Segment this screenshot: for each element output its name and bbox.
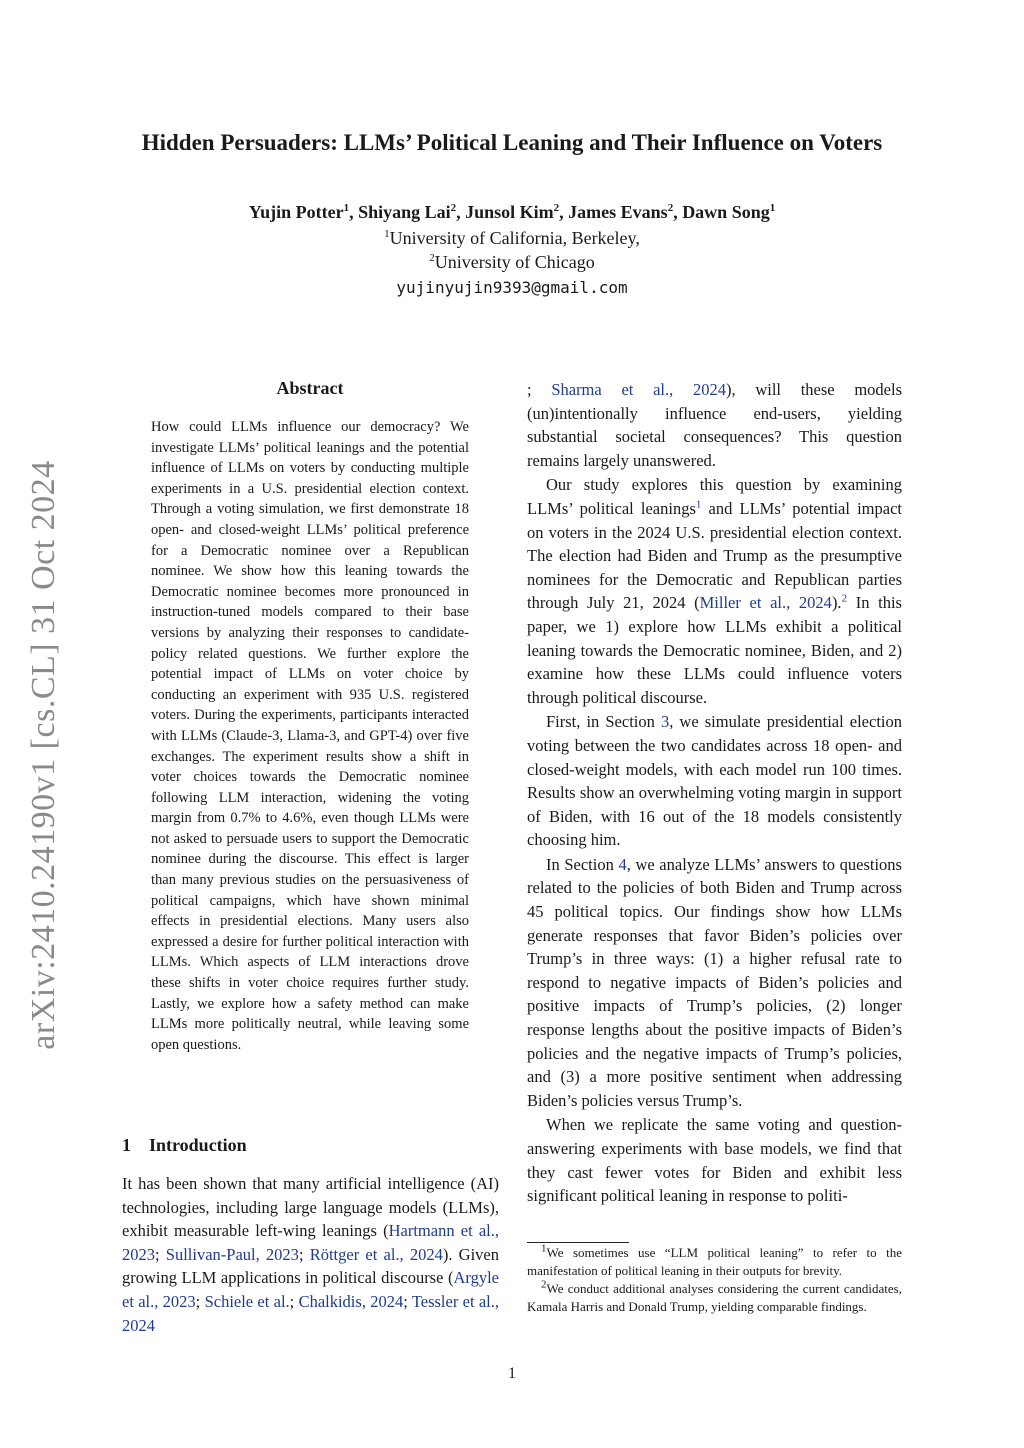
- citation-link[interactable]: Chalkidis, 2024: [298, 1291, 404, 1311]
- author-affiliation-mark: 2: [667, 202, 674, 214]
- author-name: , Shiyang Lai: [349, 202, 451, 222]
- author-name: , James Evans: [559, 202, 668, 222]
- citation-separator: ;: [527, 380, 552, 399]
- body-text: and LLMs’ potential impact on voters in the 2024 U.S. presidential election context. The election had Biden and Trump as the presumptive nominees for the Democratic and Republican parties through July 21, 2024 (: [527, 498, 902, 613]
- author-affiliation-mark: 2: [553, 202, 560, 214]
- citation-link[interactable]: Sullivan-Paul, 2023: [165, 1244, 299, 1264]
- section-reference-link[interactable]: 3: [660, 712, 670, 732]
- body-text: In this paper, we 1) explore how LLMs exhibit a political leaning towards the Democratic nominee, Biden, and 2) examine how these LLMs could influence voters through political discourse.: [527, 593, 902, 707]
- author-list: [0, 202, 1024, 223]
- citation-separator: ;: [195, 1291, 205, 1311]
- affiliation-mark: 2: [429, 252, 435, 264]
- body-text: , we simulate presidential election voting between the two candidates across 18 open- and closed-weight models, with each model run 100 times. Results show an overwhelming voting margin in support of Biden, with 16 out of the 18 models consistently choosing him.: [527, 712, 902, 850]
- author-name: , Dawn Song: [673, 202, 770, 222]
- abstract-heading: Abstract: [276, 378, 344, 398]
- introduction-paragraph-1-end: [527, 378, 902, 472]
- affiliation-chicago: [0, 252, 1024, 273]
- affiliation-mark: 1: [384, 228, 390, 240]
- footnote-mark[interactable]: 2: [841, 592, 848, 605]
- page-number: 1: [508, 1365, 516, 1382]
- introduction-paragraph-3: [527, 710, 902, 852]
- citation-link[interactable]: Tessler et al., 2024: [122, 1291, 499, 1335]
- paper-title: Hidden Persuaders: LLMs’ Political Leaning and Their Influence on Voters: [141, 130, 883, 155]
- contact-email: yujinyujin9393@gmail.com: [396, 278, 628, 297]
- body-text: , we analyze LLMs’ answers to questions related to the policies of both Biden and Trump across 45 political topics. Our findings show how LLMs generate responses that favor Biden’s policies over Trump’s in three ways: (1) a higher refusal rate to respond to negative impacts of Biden’s policies and positive impacts of Trump’s policies, (2) longer response lengths about the positive impacts of Biden’s policies and the negative impacts of Trump’s policies, and (3) a more positive sentiment when addressing Biden’s policies versus Trump’s.: [527, 854, 902, 1110]
- introduction-paragraph-5: When we replicate the same voting and question-answering experiments with base models, we find that they cast fewer votes for Biden and exhibit less significant political leaning in response to politi-: [527, 1115, 902, 1206]
- citation-separator: ;: [289, 1291, 299, 1311]
- footnote-text: We conduct additional analyses considering the current candidates, Kamala Harris and Donald Trump, yielding comparable findings.: [527, 1281, 902, 1314]
- body-text: In Section: [546, 854, 619, 874]
- footnote-mark[interactable]: 1: [695, 498, 702, 511]
- footnote-number: 2: [541, 1278, 547, 1291]
- arxiv-identifier-stamp: [14, 455, 74, 1055]
- abstract-body: How could LLMs influence our democracy? We investigate LLMs’ political leanings and the potential influence of LLMs on voters by conducting multiple experiments in a U.S. presidential election context. Through a voting simulation, we first demonstrate 18 open- and closed-weight LLMs’ political preference for a Democratic nominee over a Republican nominee. We show how this leaning towards the Democratic nominee becomes more pronounced in instruction-tuned models compared to their base versions by analyzing their responses to candidate-policy related questions. We further explore the potential impact of LLMs on voter choice by conducting an experiment with 935 U.S. registered voters. During the experiments, participants interacted with LLMs (Claude-3, Llama-3, and GPT-4) over five exchanges. The experiment results show a shift in voter choices towards the Democratic nominee following LLM interaction, widening the voting margin from 0.7% to 4.6%, even though LLMs were not asked to persuade users to support the Democratic nominee during the discourse. This effect is larger than many previous studies on the persuasiveness of political campaigns, which have shown minimal effects in presidential elections. Many users also expressed a desire for further political interaction with LLMs. Which aspects of LLM interactions drove these shifts in voter choice requires further study. Lastly, we explore how a safety method can make LLMs more politically neutral, while leaving some open questions.: [151, 419, 469, 1053]
- affiliation-text: University of California, Berkeley,: [389, 228, 640, 248]
- introduction-paragraph-2: [527, 473, 902, 709]
- body-text: First, in Section: [546, 712, 661, 732]
- section-reference-link[interactable]: 4: [618, 854, 627, 874]
- introduction-paragraph-4: [527, 853, 902, 1113]
- citation-link[interactable]: Schiele et al.: [204, 1291, 290, 1311]
- author-affiliation-mark: 1: [343, 202, 350, 214]
- citation-separator: ;: [298, 1244, 310, 1264]
- author-name: Yujin Potter: [248, 202, 344, 222]
- section-heading-introduction: [122, 1135, 247, 1156]
- body-text: ). Given growing LLM applications in political discourse (: [122, 1244, 499, 1288]
- right-column-body: [527, 378, 902, 1208]
- citation-link[interactable]: Argyle et al., 2023: [122, 1268, 499, 1311]
- citation-separator: ;: [403, 1291, 412, 1311]
- author-affiliation-mark: 1: [769, 202, 776, 214]
- body-text: ).: [831, 593, 842, 613]
- citation-separator: ;: [155, 1244, 166, 1264]
- footnote-2: [527, 1280, 902, 1316]
- author-affiliation-mark: 2: [450, 202, 457, 214]
- section-number: 1: [122, 1135, 131, 1155]
- footnote-1: [527, 1244, 902, 1280]
- affiliation-text: University of Chicago: [434, 252, 595, 272]
- citation-link[interactable]: Sharma et al., 2024: [551, 380, 726, 399]
- citation-link[interactable]: Miller et al., 2024: [699, 593, 832, 613]
- introduction-paragraph-1-start: [122, 1172, 499, 1337]
- author-name: , Junsol Kim: [456, 202, 554, 222]
- body-text: Our study explores this question by examining LLMs’ political leanings: [527, 475, 902, 518]
- body-text: ), will these models (un)intentionally influence end-users, yielding substantial societal consequences? This question remains largely unanswered.: [527, 380, 902, 470]
- affiliation-berkeley: [0, 228, 1024, 249]
- body-text: It has been shown that many artificial intelligence (AI) technologies, including large language models (LLMs), exhibit measurable left-wing leanings (: [122, 1174, 499, 1241]
- section-title: Introduction: [149, 1135, 247, 1155]
- footnote-text: We sometimes use “LLM political leaning” to refer to the manifestation of political leaning in their outputs for brevity.: [527, 1245, 902, 1278]
- footnotes: [527, 1244, 902, 1316]
- citation-link[interactable]: Hartmann et al., 2023: [122, 1221, 499, 1264]
- arxiv-stamp-text: arXiv:2410.24190v1 [cs.CL] 31 Oct 2024: [25, 460, 62, 1050]
- footnote-number: 1: [541, 1242, 547, 1255]
- citation-link[interactable]: Röttger et al., 2024: [309, 1244, 443, 1264]
